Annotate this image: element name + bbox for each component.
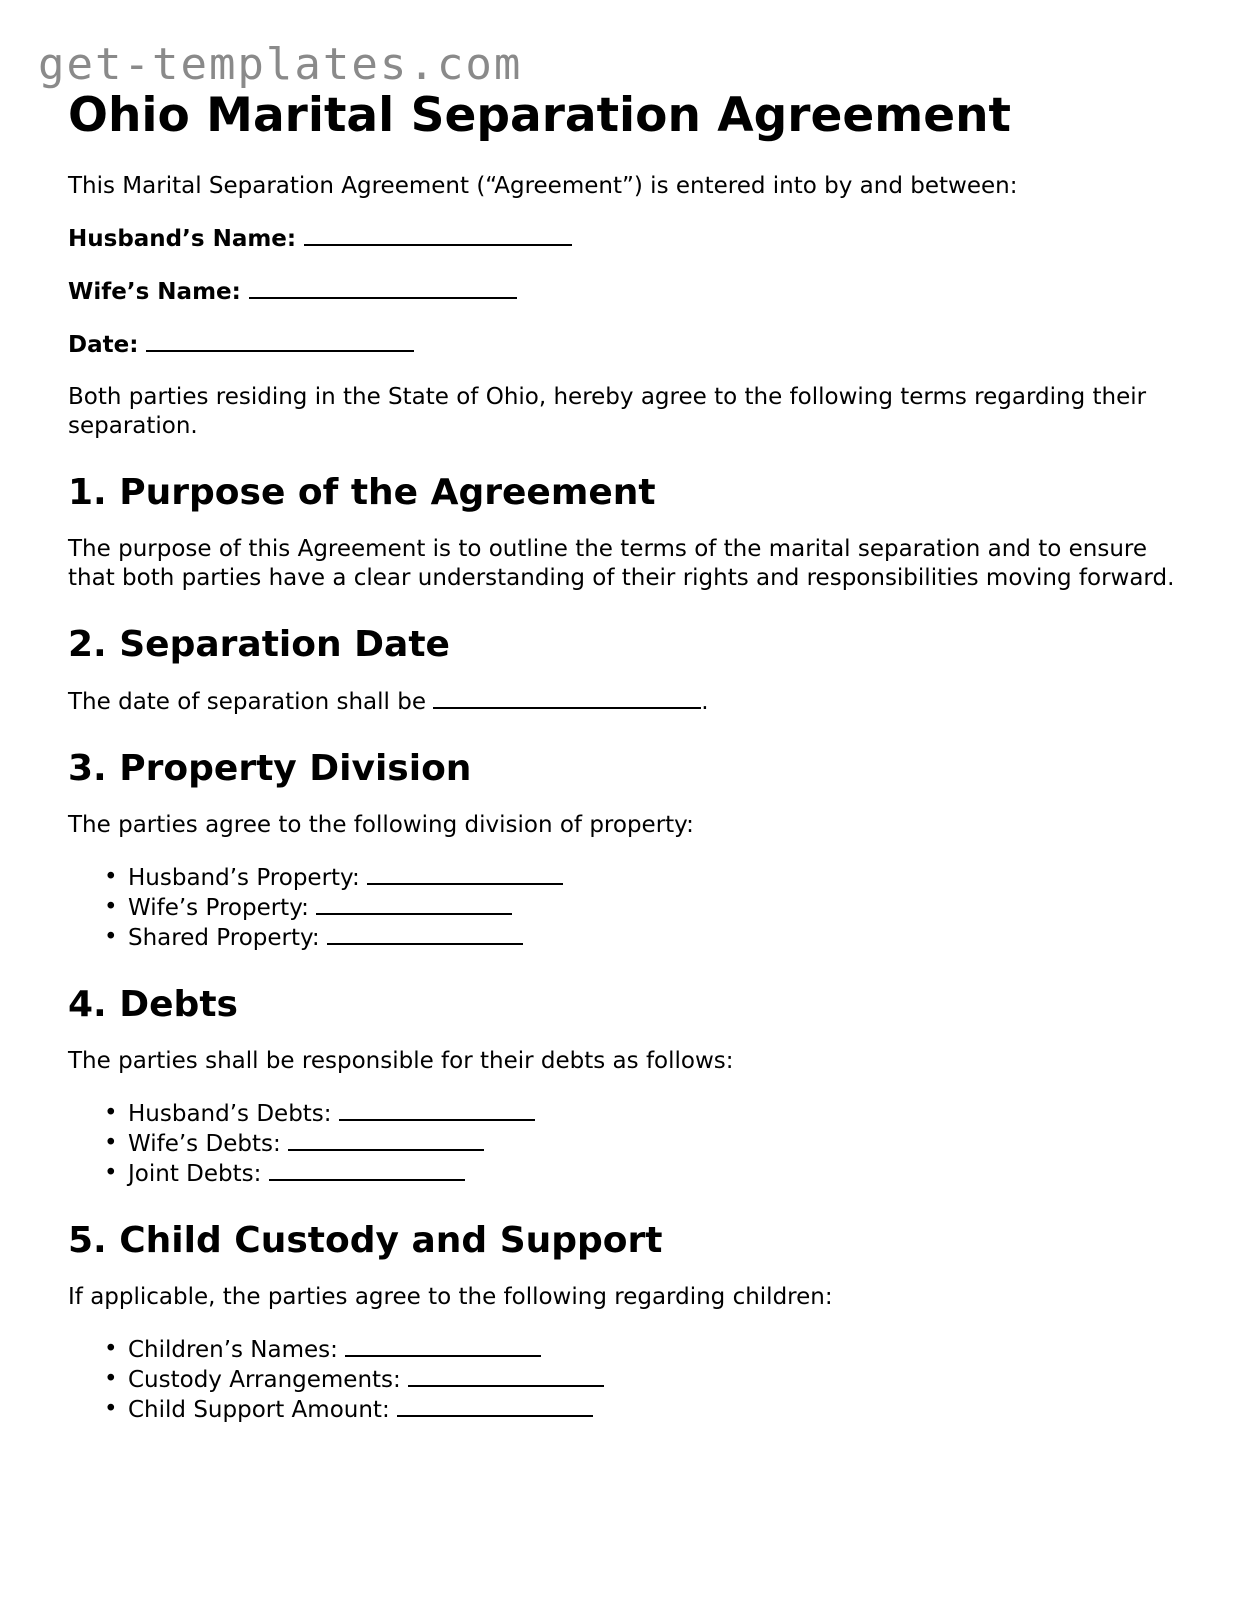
preamble-paragraph: Both parties residing in the State of Ohio, hereby agree to the following terms regarding their separation. xyxy=(68,384,1147,439)
section-separation-date xyxy=(68,623,1188,717)
list-item-label: Custody Arrangements: xyxy=(128,1367,401,1393)
list-item xyxy=(104,1395,1188,1425)
child-support-amount-blank[interactable] xyxy=(397,1395,593,1417)
list-item xyxy=(104,1335,1188,1365)
section-debts xyxy=(68,983,1188,1189)
separation-date-prefix: The date of separation shall be xyxy=(68,689,426,715)
date-blank[interactable] xyxy=(146,330,414,352)
bullet-icon: • xyxy=(104,864,118,890)
date-label: Date: xyxy=(68,332,139,358)
children-list xyxy=(68,1335,1188,1425)
children-names-blank[interactable] xyxy=(345,1335,541,1357)
husband-name-blank[interactable] xyxy=(304,224,572,246)
separation-date-blank[interactable] xyxy=(433,687,701,709)
list-item xyxy=(104,863,1188,893)
bullet-icon: • xyxy=(104,894,118,920)
section-heading: 1. Purpose of the Agreement xyxy=(68,472,656,513)
list-item xyxy=(104,893,1188,923)
wife-name-field xyxy=(68,277,1188,307)
husband-name-field xyxy=(68,224,1188,254)
wife-name-blank[interactable] xyxy=(249,277,517,299)
wife-property-blank[interactable] xyxy=(316,893,512,915)
husband-name-label: Husband’s Name: xyxy=(68,226,297,252)
joint-debts-blank[interactable] xyxy=(269,1159,465,1181)
list-item-label: Joint Debts: xyxy=(128,1161,262,1187)
list-item-label: Husband’s Property: xyxy=(128,865,360,891)
list-item xyxy=(104,923,1188,953)
list-item xyxy=(104,1129,1188,1159)
husband-property-blank[interactable] xyxy=(367,863,563,885)
bullet-icon: • xyxy=(104,1366,118,1392)
section-heading: 5. Child Custody and Support xyxy=(68,1220,663,1261)
separation-date-suffix: . xyxy=(701,689,709,715)
list-item xyxy=(104,1159,1188,1189)
shared-property-blank[interactable] xyxy=(327,923,523,945)
bullet-icon: • xyxy=(104,1130,118,1156)
property-list xyxy=(68,863,1188,953)
list-item xyxy=(104,1099,1188,1129)
husband-debts-blank[interactable] xyxy=(339,1099,535,1121)
bullet-icon: • xyxy=(104,1336,118,1362)
list-item-label: Child Support Amount: xyxy=(128,1397,390,1423)
section-body: The parties shall be responsible for their debts as follows: xyxy=(68,1048,734,1074)
section-heading: 3. Property Division xyxy=(68,748,472,789)
section-body: The parties agree to the following division of property: xyxy=(68,812,694,838)
section-body: If applicable, the parties agree to the following regarding children: xyxy=(68,1284,833,1310)
section-body: The purpose of this Agreement is to outline the terms of the marital separation and to ensure that both parties have a clear understanding of their rights and responsibilities moving forward. xyxy=(68,536,1175,591)
list-item xyxy=(104,1365,1188,1395)
section-purpose xyxy=(68,471,1188,593)
custody-arrangements-blank[interactable] xyxy=(408,1365,604,1387)
section-heading: 2. Separation Date xyxy=(68,624,450,665)
bullet-icon: • xyxy=(104,924,118,950)
separation-date-sentence xyxy=(68,687,1188,717)
bullet-icon: • xyxy=(104,1160,118,1186)
date-field xyxy=(68,330,1188,360)
list-item-label: Wife’s Property: xyxy=(128,895,309,921)
bullet-icon: • xyxy=(104,1100,118,1126)
wife-name-label: Wife’s Name: xyxy=(68,279,241,305)
section-heading: 4. Debts xyxy=(68,984,238,1025)
document-page xyxy=(68,84,1188,1455)
intro-paragraph: This Marital Separation Agreement (“Agreement”) is entered into by and between: xyxy=(68,173,1018,199)
list-item-label: Shared Property: xyxy=(128,925,320,951)
list-item-label: Children’s Names: xyxy=(128,1337,338,1363)
debts-list xyxy=(68,1099,1188,1189)
section-child-custody xyxy=(68,1219,1188,1425)
bullet-icon: • xyxy=(104,1396,118,1422)
watermark: get-templates.com xyxy=(38,39,523,90)
document-title: Ohio Marital Separation Agreement xyxy=(68,88,1012,143)
wife-debts-blank[interactable] xyxy=(288,1129,484,1151)
list-item-label: Wife’s Debts: xyxy=(128,1131,281,1157)
section-property-division xyxy=(68,747,1188,953)
list-item-label: Husband’s Debts: xyxy=(128,1101,332,1127)
